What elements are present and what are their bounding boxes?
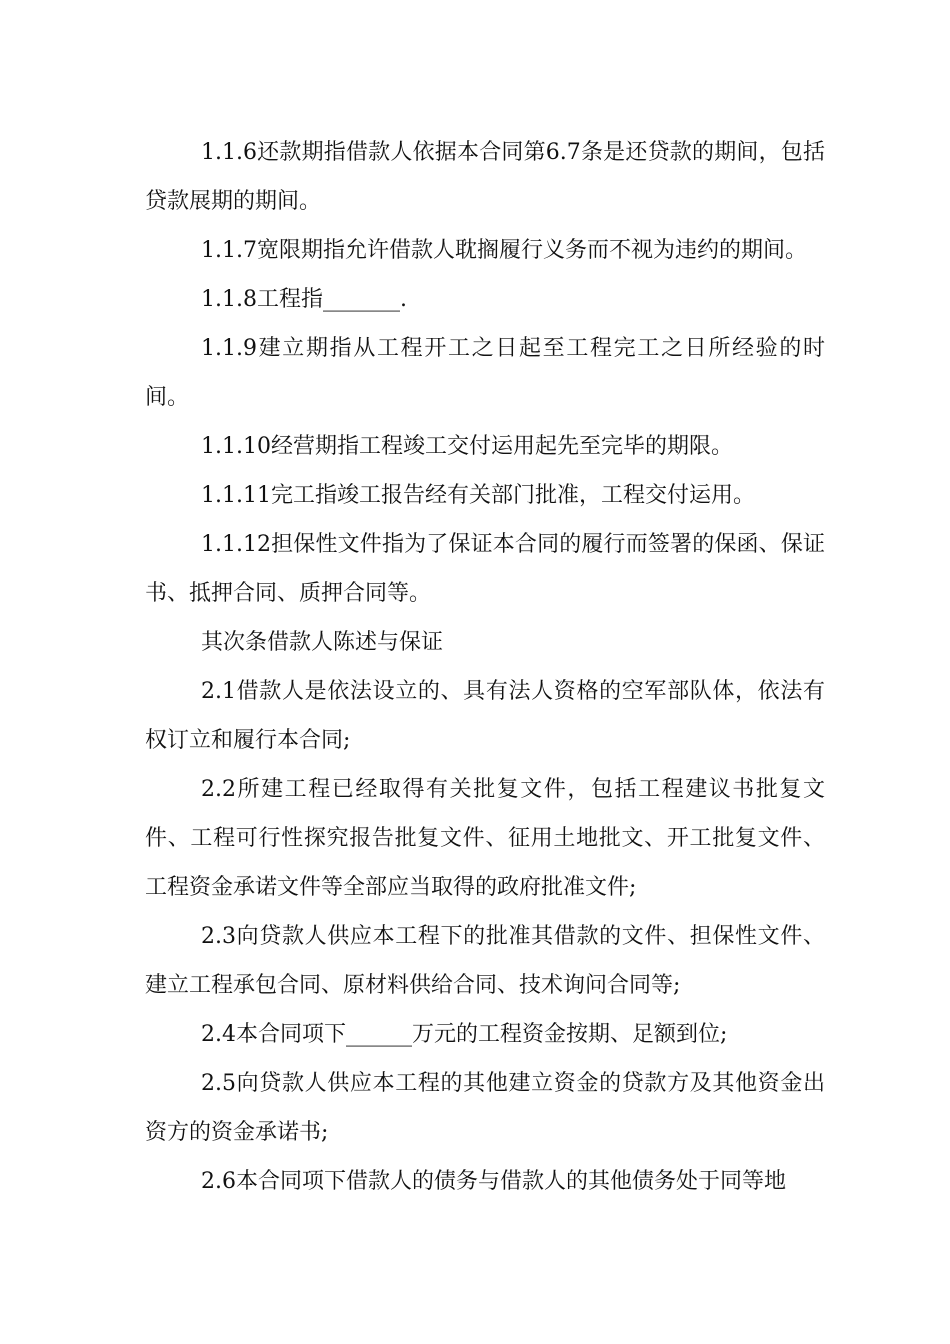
clause-1-1-8: 1.1.8工程指_______. <box>201 287 407 312</box>
clause-2-3: 2.3向贷款人供应本工程下的批准其借款的文件、担保性文件、建立工程承包合同、原材料供给合同、技术询问合同等; <box>145 924 825 998</box>
clause-1-1-7: 1.1.7宽限期指允许借款人耽搁履行义务而不视为违约的期间。 <box>201 238 807 263</box>
clause-1-1-9: 1.1.9建立期指从工程开工之日起至工程完工之日所经验的时间。 <box>145 336 825 410</box>
clause-1-1-10: 1.1.10经营期指工程竣工交付运用起先至完毕的期限。 <box>201 434 733 459</box>
document-body <box>145 128 825 1206</box>
section-heading-2: 其次条借款人陈述与保证 <box>201 630 444 655</box>
clause-2-4: 2.4本合同项下______万元的工程资金按期、足额到位; <box>201 1022 728 1047</box>
clause-2-6: 2.6本合同项下借款人的债务与借款人的其他债务处于同等地 <box>201 1169 786 1194</box>
clause-1-1-11: 1.1.11完工指竣工报告经有关部门批准，工程交付运用。 <box>201 483 755 508</box>
clause-2-1: 2.1借款人是依法设立的、具有法人资格的空军部队体，依法有权订立和履行本合同; <box>145 679 825 753</box>
clause-1-1-6: 1.1.6还款期指借款人依据本合同第6.7条是还贷款的期间，包括贷款展期的期间。 <box>145 140 825 214</box>
clause-2-5: 2.5向贷款人供应本工程的其他建立资金的贷款方及其他资金出资方的资金承诺书; <box>145 1071 825 1145</box>
clause-2-2: 2.2所建工程已经取得有关批复文件，包括工程建议书批复文件、工程可行性探究报告批复文件、征用土地批文、开工批复文件、工程资金承诺文件等全部应当取得的政府批准文件; <box>145 777 825 900</box>
clause-1-1-12: 1.1.12担保性文件指为了保证本合同的履行而签署的保函、保证书、抵押合同、质押合同等。 <box>145 532 825 606</box>
